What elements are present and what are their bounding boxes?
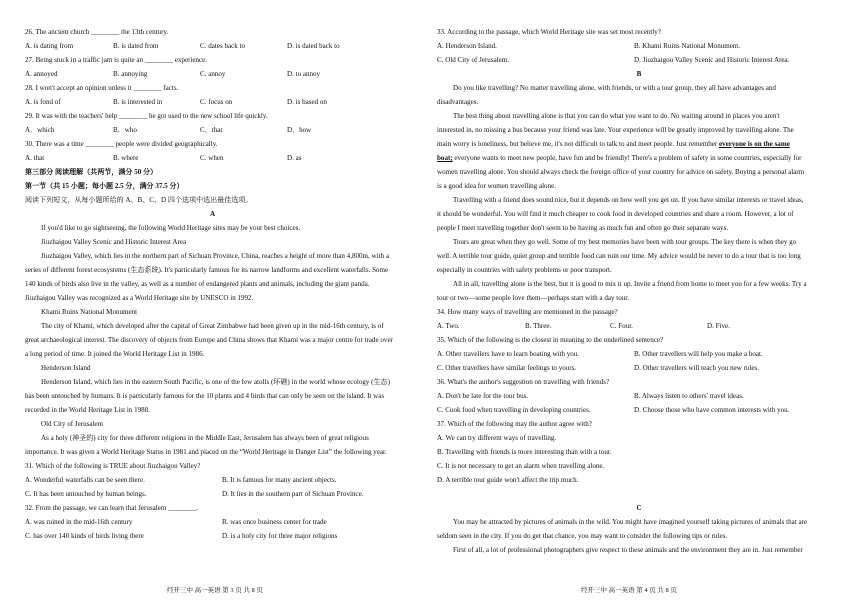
text-line: [437, 333, 841, 347]
text-line: [25, 347, 400, 361]
left-page-footer: 经开三中 高一英语 第 3 页 共 8 页: [167, 587, 263, 594]
text-line: [25, 333, 400, 347]
text-line: [25, 193, 400, 207]
text-line: [437, 249, 841, 263]
text-line: [437, 263, 841, 277]
answer-options: [25, 529, 400, 543]
text-line: [437, 529, 841, 543]
line-text: well. A terrible tour guide, quiet group and terrible food can ruin our time. My advice would be never to do a tour that is too long: [437, 252, 801, 260]
answer-option: A. is dating from: [25, 42, 74, 50]
answer-option: B. was once business center for trade: [222, 518, 327, 526]
text-line: [25, 137, 400, 151]
line-text: 31. Which of the following is TRUE about Jiuzhaigou Valley?: [25, 462, 201, 470]
answer-options: [25, 67, 400, 81]
text-line: [437, 207, 841, 221]
line-text: A. We can try different ways of travelling.: [437, 434, 557, 442]
line-text: a long period of time. It joined the World Heritage List in 1986.: [25, 350, 205, 358]
answer-option: A. annoyed: [25, 70, 58, 78]
line-text: Travelling with a friend does sound nice, but it depends on how well you get on. If you have similar interests or travel ideas,: [453, 196, 804, 204]
line-text: importance. It was given a World Heritage Status in 1981 and placed on the “World Heritage in Danger List” the following year.: [25, 448, 387, 456]
line-text: 35. Which of the following is the closest in meaning to the underlined sentence?: [437, 336, 664, 344]
text-line: [25, 445, 400, 459]
answer-option: B. is dated from: [113, 42, 159, 50]
text-line: [25, 81, 400, 95]
text-line: [437, 165, 841, 179]
answer-options: [437, 403, 841, 417]
answer-option: A. is fond of: [25, 98, 61, 106]
line-text: interested in, no missing a bus because your friend was late. Your experience will be greatly improved by travelling alone. The: [437, 126, 794, 134]
text-line: [25, 53, 400, 67]
answer-option: C. focus on: [200, 98, 233, 106]
line-text: Old City of Jerusalem: [41, 420, 104, 428]
answer-option: A. Wonderful waterfalls can be seen there.: [25, 476, 145, 484]
line-text: 37. Which of the following may the author agree with?: [437, 420, 592, 428]
answer-option: A．which: [25, 126, 55, 134]
text-line: [437, 221, 841, 235]
answer-option: B. annoying: [113, 70, 148, 78]
line-text: 第一节（共 15 小题；每小题 2.5 分，满分 37.5 分）: [25, 182, 184, 190]
text-line: [437, 515, 841, 529]
answer-options: [437, 53, 841, 67]
text-line: [25, 403, 400, 417]
answer-option: D. Five.: [707, 322, 730, 330]
answer-options: [437, 319, 841, 333]
text-line: [437, 235, 841, 249]
answer-options: [437, 39, 841, 53]
answer-option: C. annoy: [200, 70, 226, 78]
line-text: especially in countries with safety problems or poor transport.: [437, 266, 612, 274]
line-text: Jiuzhaigou Valley was recognized as a World Heritage site by UNESCO in 1992.: [25, 294, 254, 302]
text-line: [437, 25, 841, 39]
answer-options: [25, 473, 400, 487]
answer-options: [25, 95, 400, 109]
answer-options: [25, 39, 400, 53]
answer-options: [437, 361, 841, 375]
text-line: [437, 305, 841, 319]
line-text: Henderson Island, which lies in the eastern South Pacific, is one of the few atolls (环礁) in the world whose ecology (生态): [41, 378, 390, 386]
line-text: Do you like travelling? No matter travelling alone, with friends, or with a tour group, they all have advantages and: [453, 84, 776, 92]
line-text: 34. How many ways of travelling are mentioned in the passage?: [437, 308, 618, 316]
line-text: 29. It was with the teachers' help ________ he got used to the new school life quickly.: [25, 112, 268, 120]
text-line: [437, 179, 841, 193]
text-line: [25, 459, 400, 473]
text-line: [25, 291, 400, 305]
line-text: C. It is not necessary to get an alarm when travelling alone.: [437, 462, 605, 470]
line-text: Tours are great when they go well. Some of my best memories have been with tour groups. The key there is when they go: [453, 238, 797, 246]
line-text: 28. I won't accept an opinion unless it ________ facts.: [25, 84, 179, 92]
left-page: [0, 0, 400, 608]
line-text: Henderson Island: [41, 364, 91, 372]
answer-option: B. is interested in: [113, 98, 163, 106]
answer-option: A. that: [25, 154, 45, 162]
text-line: [25, 249, 400, 263]
line-text: great archaeological interest. The discovery of objects from Europe and China shows that Khami was a major centre for trade over: [25, 336, 393, 344]
answer-option: D. is based on: [287, 98, 327, 106]
answer-option: A. was ruined in the mid-16th century: [25, 518, 133, 526]
answer-option: A. Other travellers have to learn boating with you.: [437, 350, 580, 358]
answer-option: A. Two.: [437, 322, 460, 330]
passage-heading: [437, 67, 841, 81]
answer-option: C. Old City of Jerusalem.: [437, 56, 510, 64]
line-text: The city of Khami, which developed after the capital of Great Zimbabwe had been given up in the mid-16th century, is of: [41, 322, 384, 330]
right-page-content: [437, 25, 841, 557]
answer-option: D. is dated back to: [287, 42, 340, 50]
answer-option: C. when: [200, 154, 224, 162]
line-text: women travelling alone. You should always check the foreign office of your country for advice on safety. Buying a personal alarm: [437, 168, 805, 176]
text-line: [25, 417, 400, 431]
line-text: 27. Being stuck in a traffic jam is quite an ________ experience.: [25, 56, 208, 64]
line-text: it should be wonderful. You will find it much cheaper to cook food in developed countries and share a room. However, a lot of: [437, 210, 794, 218]
answer-option: C. Four.: [610, 322, 633, 330]
line-text: Khami Ruins National Monument: [41, 308, 138, 316]
line-text: 26. The ancient church ________ the 13th century.: [25, 28, 169, 36]
text-line: [437, 193, 841, 207]
line-text: B: [636, 70, 642, 78]
answer-option: C. has over 140 kinds of birds living there: [25, 532, 144, 540]
line-text: A: [209, 210, 216, 218]
line-text: First of all, a lot of professional photographers give respect to these animals and the environment they are in. Just remember: [453, 546, 803, 554]
line-text: D. A terrible tour guide won't affect the trip much.: [437, 476, 579, 484]
line-text: 33. According to the passage, which World Heritage site was set most recently?: [437, 28, 661, 36]
answer-option: B. Always listen to others' travel ideas.: [634, 392, 744, 400]
right-page-footer: 经开三中 高一英语 第 4 页 共 8 页: [581, 587, 677, 594]
answer-option: B. where: [113, 154, 139, 162]
text-line: [437, 151, 841, 165]
text-line: [437, 543, 841, 557]
line-text: 第三部分 阅读理解（共两节，满分 50 分）: [25, 168, 158, 176]
answer-option: C．that: [200, 126, 223, 134]
text-line: [25, 221, 400, 235]
line-text: has been untouched by humans. It is particularly famous for the 10 plants and 4 birds that can only be seen on the island. It was: [25, 392, 385, 400]
answer-option: D. It lies in the southern part of Sichuan Province.: [222, 490, 364, 498]
line-text: Jiuzhaigou Valley Scenic and Historic Interest Area: [41, 238, 187, 246]
text-line: [437, 473, 841, 487]
text-line: [25, 25, 400, 39]
answer-option: D. as: [287, 154, 302, 162]
answer-options: [437, 347, 841, 361]
answer-option: A. Don't be late for the tour bus.: [437, 392, 529, 400]
text-line: [25, 235, 400, 249]
answer-option: D. Choose those who have common interests with you.: [634, 406, 790, 414]
line-text: If you'd like to go sightseeing, the following World Heritage sites may be your best choices.: [41, 224, 301, 232]
line-text: seldom seen in the city. If you do get that chance, you may want to consider the following tips or rules.: [437, 532, 728, 540]
answer-option: D. to annoy: [287, 70, 321, 78]
answer-options: [25, 123, 400, 137]
answer-option: C. Cook food when travelling in developing countries.: [437, 406, 591, 414]
answer-option: C. Other travellers have similar feelings to yours.: [437, 364, 577, 372]
line-text: is a good idea for women travelling alone.: [437, 182, 556, 190]
left-page-content: [25, 25, 400, 543]
line-text: 32. From the passage, we can learn that Jerusalem ________.: [25, 504, 198, 512]
answer-option: C. It has been untouched by human beings.: [25, 490, 147, 498]
text-line: [25, 109, 400, 123]
answer-options: [25, 487, 400, 501]
text-line: [437, 123, 841, 137]
line-text: As a holy (神圣的) city for three different religions in the Middle East, Jerusalem has always been of great religious: [41, 434, 369, 442]
passage-heading: [25, 207, 400, 221]
text-line: [437, 95, 841, 109]
answer-option: C. dates back to: [200, 42, 246, 50]
answer-option: B. Khami Ruins National Monument.: [634, 42, 741, 50]
answer-options: [437, 389, 841, 403]
text-line: [25, 263, 400, 277]
text-line: [437, 109, 841, 123]
passage-heading: [437, 501, 841, 515]
line-text: C: [636, 504, 642, 512]
text-line: [437, 375, 841, 389]
answer-option: D. Other travellers will teach you new rules.: [634, 364, 760, 372]
text-line: [25, 389, 400, 403]
text-line: [25, 305, 400, 319]
text-line: [437, 417, 841, 431]
text-line: [25, 361, 400, 375]
text-line: [25, 375, 400, 389]
text-line: [437, 445, 841, 459]
answer-option: B. Other travellers will help you make a boat.: [634, 350, 763, 358]
section-heading: [25, 165, 400, 179]
text-line: [437, 137, 841, 151]
line-text: recorded in the World Heritage List in 1988.: [25, 406, 150, 414]
line-text: tour or two—some people love them—perhaps start with a day tour.: [437, 294, 629, 302]
line-text: B. Travelling with friends is more interesting than with a tour.: [437, 448, 612, 456]
line-text: people I meet travelling together don't seem to be having as much fun and often go their separate ways.: [437, 224, 729, 232]
line-text: 30. There was a time ________ people were divided geographically.: [25, 140, 218, 148]
line-text: All in all, travelling alone is the best, but it is good to mix it up. Invite a friend from home to meet you for a few weeks. Try a: [453, 280, 807, 288]
line-text: everyone wants to meet new people, have fun and be friendly! There's a problem of safety in some countries, especially for: [452, 154, 802, 162]
text-line: [25, 431, 400, 445]
line-text: series of different forest ecosystems (生态系统). It's particularly famous for its narrow landforms and excellent waterfalls. Some: [25, 266, 389, 274]
answer-option: D．how: [287, 126, 312, 134]
text-line: [25, 501, 400, 515]
text-line: [437, 277, 841, 291]
line-text: 36. What's the author's suggestion on travelling with friends?: [437, 378, 610, 386]
text-line: [437, 431, 841, 445]
right-page: [437, 0, 841, 608]
text-line: [437, 291, 841, 305]
answer-option: B. It is famous for many ancient objects.: [222, 476, 337, 484]
line-text: main worry is loneliness, but believe me, it's not difficult to talk to and meet people. Just remember: [437, 140, 719, 148]
line-text: disadvantages.: [437, 98, 479, 106]
text-line: [25, 277, 400, 291]
underlined-sentence: everyone is on the same: [718, 140, 790, 148]
line-text: You may be attracted by pictures of animals in the wild. You might have imagined yourself taking pictures of animals that are: [453, 518, 808, 526]
text-line: [437, 459, 841, 473]
underlined-sentence: boat;: [437, 154, 453, 162]
answer-options: [25, 515, 400, 529]
section-heading: [25, 179, 400, 193]
line-text: 阅读下列短文，从每小题所给的 A、B、C、D 四个选项中选出最佳选项。: [25, 196, 253, 204]
line-text: Jiuzhaigou Valley, which lies in the northern part of Sichuan Province, China, reaches a height of more than 4,800m, with a: [41, 252, 389, 260]
line-text: 140 kinds of birds also live in the valley, as well as a number of endangered plants and animals, including the giant panda.: [25, 280, 370, 288]
answer-options: [25, 151, 400, 165]
line-text: The best thing about travelling alone is that you can do what you want to do. No waiting around in places you aren't: [453, 112, 780, 120]
answer-option: D. is a holy city for three major religions: [222, 532, 338, 540]
answer-option: D. Jiuzhaigou Valley Scenic and Historic Interest Area.: [634, 56, 790, 64]
answer-option: B．who: [113, 126, 137, 134]
text-line: [437, 81, 841, 95]
answer-option: B. Three.: [525, 322, 552, 330]
text-line: [437, 487, 841, 501]
text-line: [25, 319, 400, 333]
answer-option: A. Henderson Island.: [437, 42, 497, 50]
